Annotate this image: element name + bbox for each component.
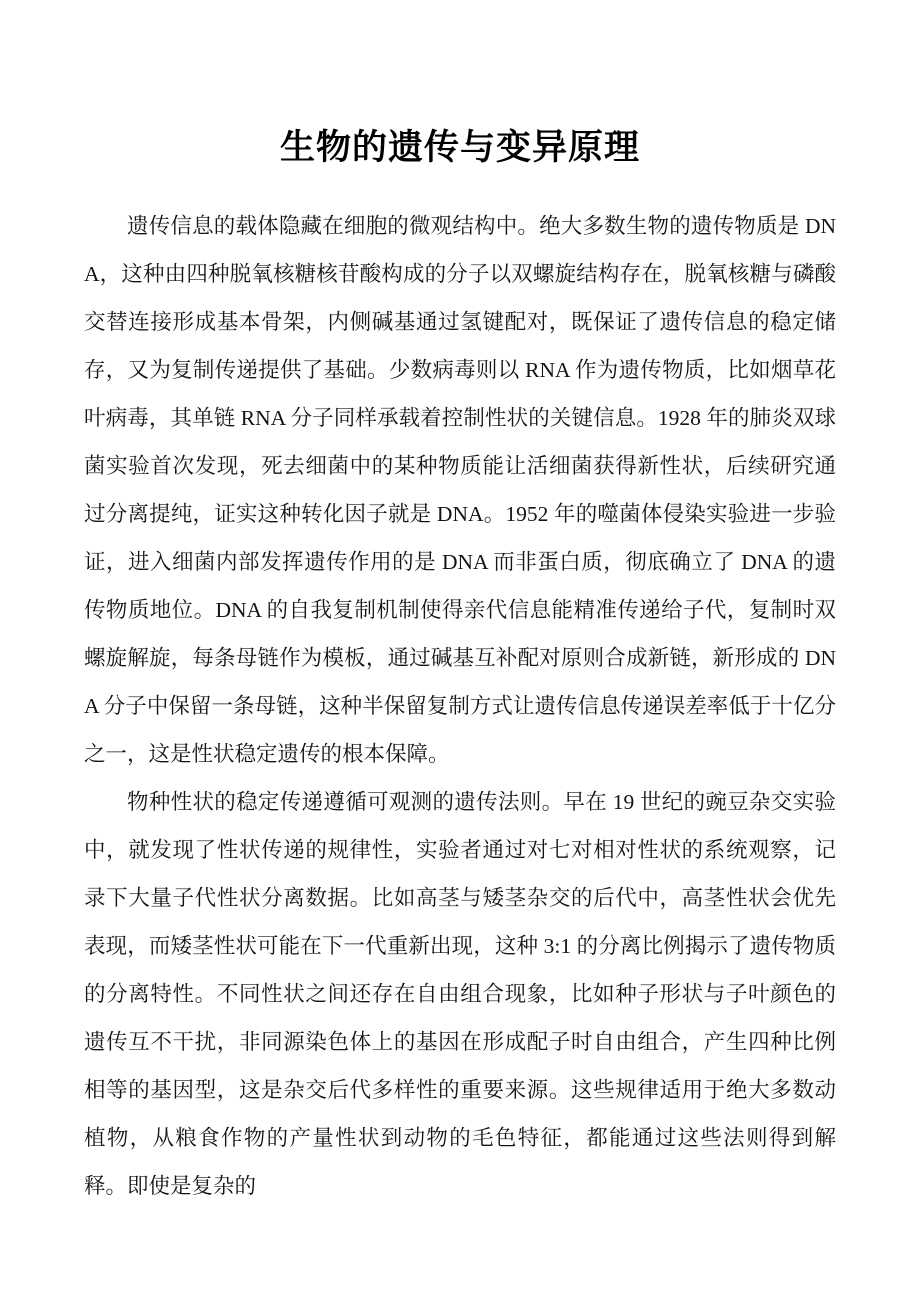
document-body [84, 202, 836, 1210]
document-title: 生物的遗传与变异原理 [279, 128, 640, 167]
paragraph-dna-genetic-material: 遗传信息的载体隐藏在细胞的微观结构中。绝大多数生物的遗传物质是 DNA，这种由四种脱氧核糖核苷酸构成的分子以双螺旋结构存在，脱氧核糖与磷酸交替连接形成基本骨架，内侧碱基通过氢键配对，既保证了遗传信息的稳定储存，又为复制传递提供了基础。少数病毒则以 RNA 作为遗传物质，比如烟草花叶病毒，其单链 RNA 分子同样承载着控制性状的关键信息。1928 年的肺炎双球菌实验首次发现，死去细菌中的某种物质能让活细菌获得新性状，后续研究通过分离提纯，证实这种转化因子就是 DNA。1952 年的噬菌体侵染实验进一步验证，进入细菌内部发挥遗传作用的是 DNA 而非蛋白质，彻底确立了 DNA 的遗传物质地位。DNA 的自我复制机制使得亲代信息能精准传递给子代，复制时双螺旋解旋，每条母链作为模板，通过碱基互补配对原则合成新链，新形成的 DNA 分子中保留一条母链，这种半保留复制方式让遗传信息传递误差率低于十亿分之一，这是性状稳定遗传的根本保障。 [84, 214, 836, 767]
paragraph-inheritance-laws: 物种性状的稳定传递遵循可观测的遗传法则。早在 19 世纪的豌豆杂交实验中，就发现了性状传递的规律性，实验者通过对七对相对性状的系统观察，记录下大量子代性状分离数据。比如高茎与矮茎杂交的后代中，高茎性状会优先表现，而矮茎性状可能在下一代重新出现，这种 3:1 的分离比例揭示了遗传物质的分离特性。不同性状之间还存在自由组合现象，比如种子形状与子叶颜色的遗传互不干扰，非同源染色体上的基因在形成配子时自由组合，产生四种比例相等的基因型，这是杂交后代多样性的重要来源。这些规律适用于绝大多数动植物，从粮食作物的产量性状到动物的毛色特征，都能通过这些法则得到解释。即使是复杂的 [84, 790, 836, 1199]
